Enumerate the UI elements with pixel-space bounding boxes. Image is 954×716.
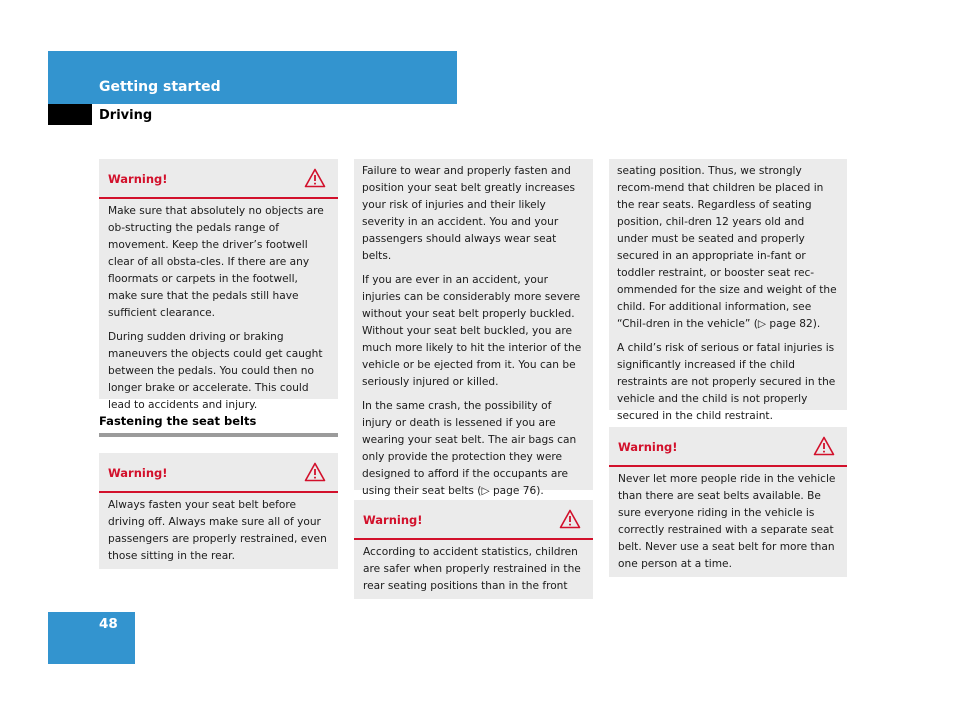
warning-paragraph: Always fasten your seat belt before driving off. Always make sure all of your passengers are properly restrained, even those sitting in the rear. <box>108 499 327 562</box>
subsection-title: Driving <box>99 108 153 123</box>
section-marker <box>48 104 92 125</box>
warning-box-fasten <box>99 453 338 569</box>
warning-header <box>99 453 338 493</box>
warning-box-children <box>354 500 593 599</box>
warning-label: Warning! <box>108 172 168 186</box>
body-paragraph: If you are ever in an accident, your injuries can be considerably more severe without your seat belt properly buckled. Without your seat belt buckled, you are much more likely to hit the interior of the vehicle or be ejected from it. You can be seriously injured or killed. <box>362 274 582 388</box>
warning-triangle-icon <box>304 462 326 482</box>
page-number-box <box>48 612 135 664</box>
warning-body <box>99 199 338 427</box>
warning-body <box>609 467 847 586</box>
warning-header <box>609 427 847 467</box>
body-paragraph: Failure to wear and properly fasten and position your seat belt greatly increases your risk of injuries and their likely severity in an accident. You and your passengers should always wear seat belts. <box>362 165 576 262</box>
warning-triangle-icon <box>813 436 835 456</box>
body-paragraph: seating position. Thus, we strongly recom-mend that children be placed in the rear seats. Regardless of seating position, chil-dren 12 years old and under must be seated and properly secured in an appropriate in-fant or toddler restraint, or booster seat rec-ommended for the size and weight of the child. For additional information, see “Chil-dren in the vehicle” (▷ page 82). <box>617 165 837 330</box>
warning-triangle-icon <box>304 168 326 188</box>
warning-label: Warning! <box>618 440 678 454</box>
warning-label: Warning! <box>363 513 423 527</box>
warning-box-pedals <box>99 159 338 411</box>
warning-header <box>99 159 338 199</box>
warning-paragraph: During sudden driving or braking maneuvers the objects could get caught between the pedals. You could then no longer brake or accelerate. This could lead to accidents and injury. <box>108 331 323 411</box>
warning-label: Warning! <box>108 466 168 480</box>
warning-triangle-icon <box>559 509 581 529</box>
warning-paragraph: According to accident statistics, children are safer when properly restrained in the rear seating positions than in the front <box>363 546 581 592</box>
page-number: 48 <box>99 616 118 632</box>
warning-body <box>354 540 593 608</box>
body-paragraph: In the same crash, the possibility of injury or death is lessened if you are wearing your seat belt. The air bags can only provide the protection they were designed to afford if the occupants are using their seat belts (▷ page 76). <box>362 400 577 497</box>
warning-box-occupancy <box>609 427 847 577</box>
heading-fastening-seat-belts: Fastening the seat belts <box>99 414 338 437</box>
warning-paragraph: Make sure that absolutely no objects are ob-structing the pedals range of movement. Keep the driver’s footwell clear of all obsta-cles. If there are any floormats or carpets in the footwell, make sure that the pedals still have sufficient clearance. <box>108 205 324 319</box>
header-band <box>48 51 457 104</box>
child-seating-info-box <box>609 159 847 422</box>
warning-body <box>99 493 338 578</box>
body-paragraph: A child’s risk of serious or fatal injuries is significantly increased if the child restraints are not properly secured in the vehicle and the child is not properly secured in the child restraint. <box>617 342 836 422</box>
warning-header <box>354 500 593 540</box>
section-title: Getting started <box>99 79 221 95</box>
warning-paragraph: Never let more people ride in the vehicle than there are seat belts available. Be sure everyone riding in the vehicle is correctly restrained with a separate seat belt. Never use a seat belt for more than one person at a time. <box>618 473 836 570</box>
seat-belt-info-box <box>354 159 593 497</box>
